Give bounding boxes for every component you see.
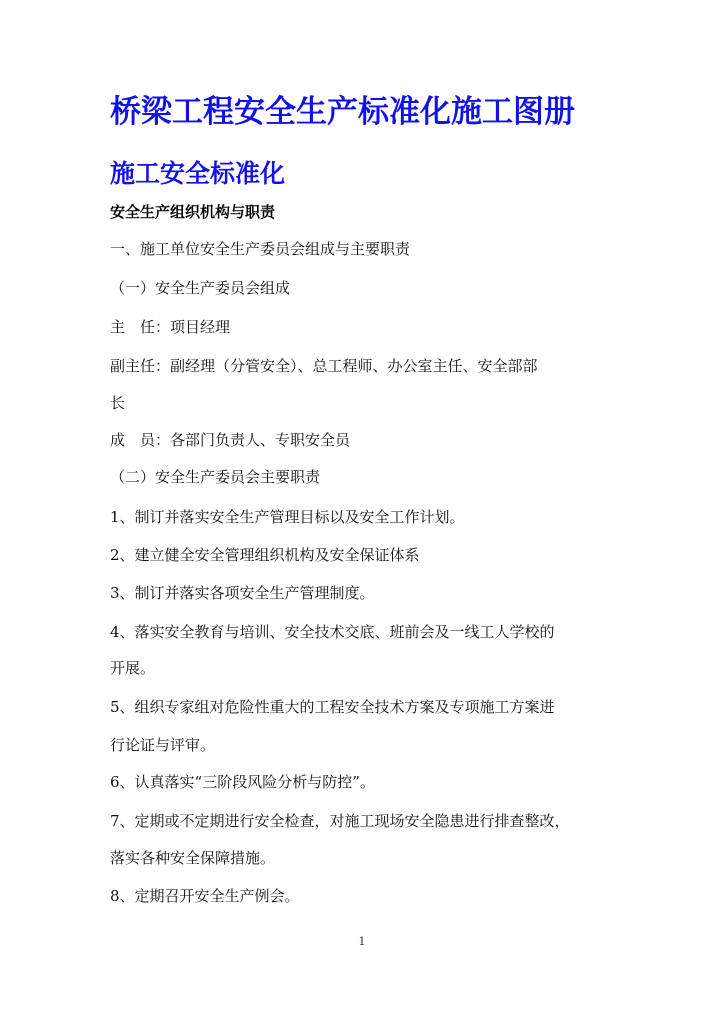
document-title: 桥梁工程安全生产标准化施工图册 <box>110 94 575 130</box>
text-line: 3、制订并落实各项安全生产管理制度。 <box>110 584 375 602</box>
text-line: （一）安全生产委员会组成 <box>110 279 291 297</box>
text-line: 5、组织专家组对危险性重大的工程安全技术方案及专项施工方案进 <box>110 698 555 716</box>
text-line: 开展。 <box>110 659 156 677</box>
page-number: 1 <box>358 935 366 948</box>
text-line: 成 员：各部门负责人、专职安全员 <box>110 431 351 449</box>
document-subtitle: 施工安全标准化 <box>110 159 286 188</box>
text-line: 行论证与评审。 <box>110 736 216 754</box>
text-line: （二）安全生产委员会主要职责 <box>110 468 321 486</box>
text-line: 4、落实安全教育与培训、安全技术交底、班前会及一线工人学校的 <box>110 623 555 641</box>
text-line: 1、制订并落实安全生产管理目标以及安全工作计划。 <box>110 508 465 526</box>
text-line: 主 任：项目经理 <box>110 318 231 336</box>
text-line: 8、定期召开安全生产例会。 <box>110 887 300 905</box>
text-line: 2、建立健全安全管理组织机构及安全保证体系 <box>110 546 420 564</box>
section-heading: 安全生产组织机构与职责 <box>110 203 276 221</box>
text-line: 一、施工单位安全生产委员会组成与主要职责 <box>110 240 411 258</box>
text-line: 落实各种安全保障措施。 <box>110 849 276 867</box>
text-line: 副主任：副经理（分管安全）、总工程师、办公室主任、安全部部 <box>110 357 538 375</box>
text-line: 6、认真落实“三阶段风险分析与防控”。 <box>110 773 375 791</box>
text-line: 7、定期或不定期进行安全检查，对施工现场安全隐患进行排查整改， <box>110 812 570 830</box>
text-line: 长 <box>110 394 126 412</box>
